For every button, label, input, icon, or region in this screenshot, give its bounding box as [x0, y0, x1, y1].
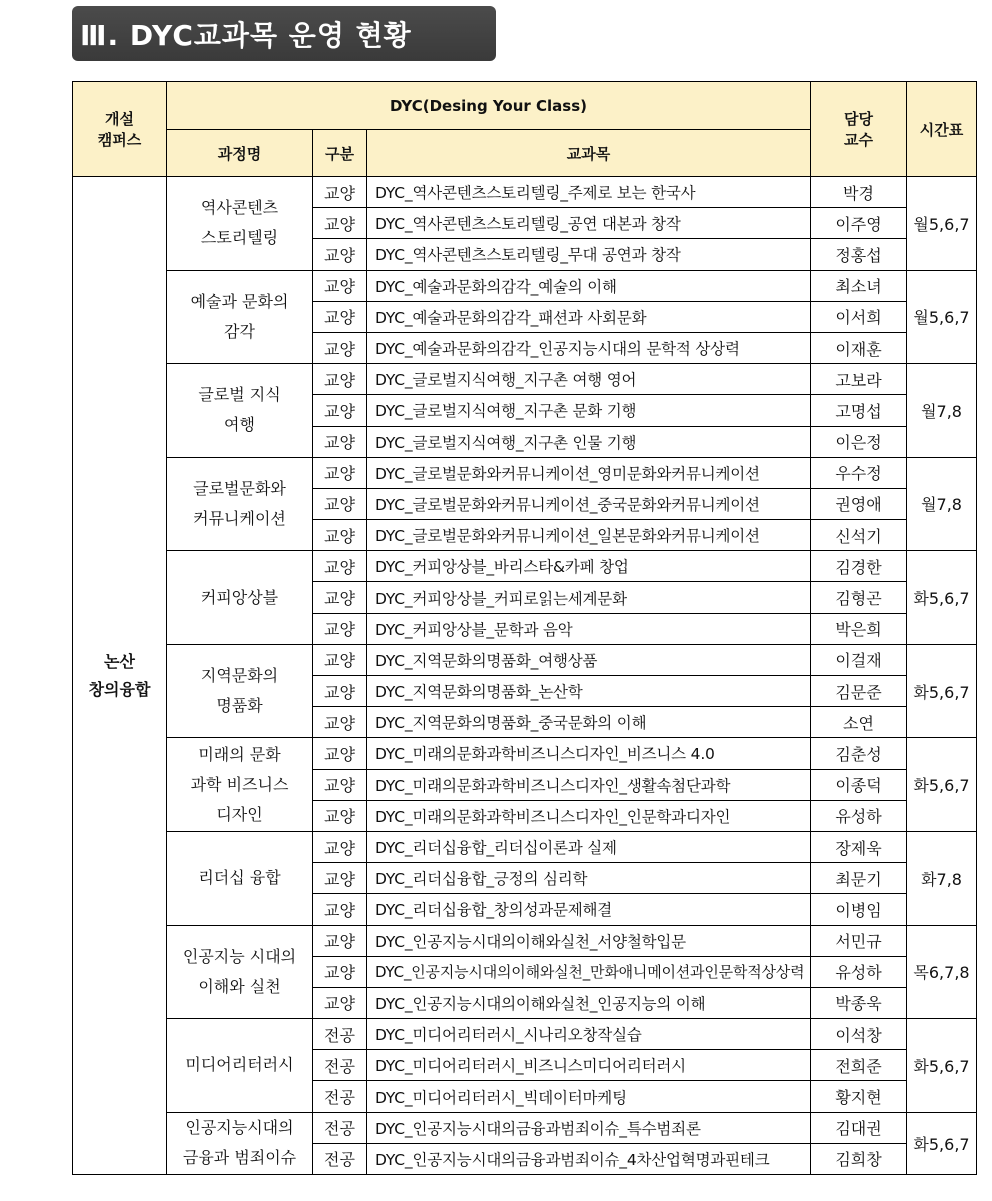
type-cell: 교양 — [313, 831, 367, 862]
professor-cell: 우수정 — [811, 457, 907, 488]
subject-cell: DYC_역사콘텐츠스토리텔링_무대 공연과 창작 — [367, 239, 811, 270]
type-cell: 교양 — [313, 332, 367, 363]
timetable-cell: 화5,6,7 — [907, 644, 977, 738]
subject-cell: DYC_인공지능시대의이해와실천_서양철학입문 — [367, 925, 811, 956]
table-body — [73, 177, 977, 1175]
professor-cell: 김대권 — [811, 1112, 907, 1143]
subject-cell: DYC_리더십융합_긍정의 심리학 — [367, 863, 811, 894]
subject-cell: DYC_커피앙상블_커피로읽는세계문화 — [367, 582, 811, 613]
table-row — [73, 177, 977, 208]
type-cell: 교양 — [313, 707, 367, 738]
professor-cell: 서민규 — [811, 925, 907, 956]
table-row — [73, 1019, 977, 1050]
timetable-cell: 화5,6,7 — [907, 1019, 977, 1113]
table-row — [73, 270, 977, 301]
course-name-line: 역사콘텐츠 — [200, 198, 279, 218]
timetable-cell: 월5,6,7 — [907, 270, 977, 364]
professor-cell: 이주영 — [811, 208, 907, 239]
course-name-line: 인공지능시대의 — [185, 1118, 294, 1138]
professor-cell: 이종덕 — [811, 769, 907, 800]
professor-cell: 고명섭 — [811, 395, 907, 426]
professor-cell: 이병임 — [811, 894, 907, 925]
professor-cell: 최문기 — [811, 863, 907, 894]
subject-cell: DYC_글로벌문화와커뮤니케이션_중국문화와커뮤니케이션 — [367, 488, 811, 519]
course-name-line: 리더십 융합 — [198, 868, 281, 888]
professor-cell: 고보라 — [811, 364, 907, 395]
subject-cell: DYC_리더십융합_리더십이론과 실제 — [367, 831, 811, 862]
professor-cell: 김문준 — [811, 676, 907, 707]
subject-cell: DYC_글로벌지식여행_지구촌 여행 영어 — [367, 364, 811, 395]
subject-cell: DYC_미디어리터러시_비즈니스미디어리터러시 — [367, 1050, 811, 1081]
subject-cell: DYC_미디어리터러시_시나리오창작실습 — [367, 1019, 811, 1050]
subject-cell: DYC_글로벌문화와커뮤니케이션_일본문화와커뮤니케이션 — [367, 520, 811, 551]
campus-name-line: 논산 — [104, 651, 135, 671]
type-cell: 교양 — [313, 270, 367, 301]
type-cell: 교양 — [313, 676, 367, 707]
course-name-cell — [167, 1019, 313, 1113]
professor-cell: 유성하 — [811, 800, 907, 831]
table-row — [73, 457, 977, 488]
professor-cell: 권영애 — [811, 488, 907, 519]
course-name-cell — [167, 644, 313, 738]
type-cell: 교양 — [313, 551, 367, 582]
table-row — [73, 644, 977, 675]
professor-cell: 김형곤 — [811, 582, 907, 613]
course-name-cell — [167, 270, 313, 364]
subject-cell: DYC_인공지능시대의이해와실천_인공지능의 이해 — [367, 987, 811, 1018]
course-name-line: 미래의 문화 — [198, 744, 281, 764]
course-name-line: 지역문화의 — [200, 666, 279, 686]
header-subject: 교과목 — [367, 130, 811, 177]
subject-cell: DYC_인공지능시대의금융과범죄이슈_특수범죄론 — [367, 1112, 811, 1143]
course-name-cell — [167, 925, 313, 1019]
type-cell: 교양 — [313, 894, 367, 925]
course-name-line: 스토리텔링 — [200, 228, 279, 248]
professor-cell: 김춘성 — [811, 738, 907, 769]
professor-cell: 정홍섭 — [811, 239, 907, 270]
subject-cell: DYC_인공지능시대의이해와실천_만화애니메이션과인문학적상상력 — [367, 956, 811, 987]
timetable-cell: 목6,7,8 — [907, 925, 977, 1019]
table-row — [73, 364, 977, 395]
type-cell: 교양 — [313, 582, 367, 613]
course-name-line: 과학 비즈니스 — [190, 774, 289, 794]
type-cell: 교양 — [313, 239, 367, 270]
professor-cell: 이서희 — [811, 301, 907, 332]
section-title-banner — [72, 6, 496, 61]
subject-cell: DYC_미래의문화과학비즈니스디자인_인문학과디자인 — [367, 800, 811, 831]
subject-cell: DYC_리더십융합_창의성과문제해결 — [367, 894, 811, 925]
subject-cell: DYC_역사콘텐츠스토리텔링_주제로 보는 한국사 — [367, 177, 811, 208]
timetable-cell: 화5,6,7 — [907, 551, 977, 645]
type-cell: 교양 — [313, 520, 367, 551]
professor-cell: 황지현 — [811, 1081, 907, 1112]
professor-cell: 장제욱 — [811, 831, 907, 862]
subject-cell: DYC_지역문화의명품화_중국문화의 이해 — [367, 707, 811, 738]
type-cell: 교양 — [313, 925, 367, 956]
course-name-cell — [167, 457, 313, 551]
type-cell: 교양 — [313, 956, 367, 987]
timetable-cell: 월7,8 — [907, 457, 977, 551]
page-title: Ⅲ. DYC교과목 운영 현황 — [80, 19, 412, 52]
professor-cell: 김희창 — [811, 1143, 907, 1174]
professor-cell: 소연 — [811, 707, 907, 738]
course-name-line: 글로벌 지식 — [198, 385, 281, 405]
course-name-cell — [167, 177, 313, 271]
campus-cell — [73, 177, 167, 1175]
subject-cell: DYC_커피앙상블_문학과 음악 — [367, 613, 811, 644]
course-name-line: 금융과 범죄이슈 — [182, 1148, 297, 1168]
header-type: 구분 — [313, 130, 367, 177]
type-cell: 교양 — [313, 395, 367, 426]
subject-cell: DYC_역사콘텐츠스토리텔링_공연 대본과 창작 — [367, 208, 811, 239]
professor-cell: 박종욱 — [811, 987, 907, 1018]
course-name-line: 글로벌문화와 — [193, 478, 286, 498]
subject-cell: DYC_글로벌지식여행_지구촌 인물 기행 — [367, 426, 811, 457]
type-cell: 교양 — [313, 426, 367, 457]
type-cell: 교양 — [313, 863, 367, 894]
timetable-cell: 화5,6,7 — [907, 1112, 977, 1174]
type-cell: 교양 — [313, 488, 367, 519]
subject-cell: DYC_예술과문화의감각_패션과 사회문화 — [367, 301, 811, 332]
course-name-cell — [167, 1112, 313, 1174]
type-cell: 교양 — [313, 738, 367, 769]
header-professor: 담당 교수 — [811, 82, 907, 177]
course-name-line: 명품화 — [216, 696, 263, 716]
professor-cell: 박은희 — [811, 613, 907, 644]
course-name-line: 디자인 — [216, 804, 263, 824]
subject-cell: DYC_지역문화의명품화_논산학 — [367, 676, 811, 707]
course-name-line: 커뮤니케이션 — [193, 508, 286, 528]
professor-cell: 최소녀 — [811, 270, 907, 301]
type-cell: 교양 — [313, 364, 367, 395]
type-cell: 교양 — [313, 208, 367, 239]
table-row — [73, 831, 977, 862]
header-timetable: 시간표 — [907, 82, 977, 177]
course-name-line: 예술과 문화의 — [190, 291, 289, 311]
timetable-cell: 월5,6,7 — [907, 177, 977, 271]
professor-cell: 김경한 — [811, 551, 907, 582]
type-cell: 전공 — [313, 1050, 367, 1081]
type-cell: 교양 — [313, 457, 367, 488]
course-name-line: 감각 — [224, 321, 255, 341]
professor-cell: 유성하 — [811, 956, 907, 987]
subject-cell: DYC_지역문화의명품화_여행상품 — [367, 644, 811, 675]
header-dyc-group: DYC(Desing Your Class) — [167, 82, 811, 130]
professor-cell: 이석창 — [811, 1019, 907, 1050]
timetable-cell: 화5,6,7 — [907, 738, 977, 832]
subject-cell: DYC_글로벌문화와커뮤니케이션_영미문화와커뮤니케이션 — [367, 457, 811, 488]
course-name-cell — [167, 551, 313, 645]
subject-cell: DYC_커피앙상블_바리스타&카페 창업 — [367, 551, 811, 582]
type-cell: 교양 — [313, 800, 367, 831]
subject-cell: DYC_예술과문화의감각_인공지능시대의 문학적 상상력 — [367, 332, 811, 363]
timetable-cell: 월7,8 — [907, 364, 977, 458]
subject-cell: DYC_예술과문화의감각_예술의 이해 — [367, 270, 811, 301]
professor-cell: 이걸재 — [811, 644, 907, 675]
course-name-cell — [167, 831, 313, 925]
header-course: 과정명 — [167, 130, 313, 177]
campus-name-line: 창의융합 — [88, 679, 151, 699]
subject-cell: DYC_글로벌지식여행_지구촌 문화 기행 — [367, 395, 811, 426]
professor-cell: 이은정 — [811, 426, 907, 457]
type-cell: 교양 — [313, 613, 367, 644]
subject-cell: DYC_미래의문화과학비즈니스디자인_비즈니스 4.0 — [367, 738, 811, 769]
professor-cell: 신석기 — [811, 520, 907, 551]
course-name-line: 커피앙상블 — [200, 587, 279, 607]
type-cell: 전공 — [313, 1112, 367, 1143]
professor-cell: 박경 — [811, 177, 907, 208]
header-campus: 개설 캠퍼스 — [73, 82, 167, 177]
type-cell: 교양 — [313, 644, 367, 675]
type-cell: 전공 — [313, 1143, 367, 1174]
type-cell: 교양 — [313, 769, 367, 800]
course-table — [72, 81, 977, 1175]
type-cell: 전공 — [313, 1081, 367, 1112]
subject-cell: DYC_인공지능시대의금융과범죄이슈_4차산업혁명과핀테크 — [367, 1143, 811, 1174]
subject-cell: DYC_미래의문화과학비즈니스디자인_생활속첨단과학 — [367, 769, 811, 800]
course-name-cell — [167, 738, 313, 832]
course-name-line: 이해와 실천 — [198, 976, 281, 996]
course-name-cell — [167, 364, 313, 458]
professor-cell: 전희준 — [811, 1050, 907, 1081]
timetable-cell: 화7,8 — [907, 831, 977, 925]
table-row — [73, 1112, 977, 1143]
course-name-line: 미디어리터러시 — [185, 1055, 294, 1075]
subject-cell: DYC_미디어리터러시_빅데이터마케팅 — [367, 1081, 811, 1112]
course-name-line: 여행 — [224, 415, 255, 435]
table-row — [73, 925, 977, 956]
table-row — [73, 551, 977, 582]
type-cell: 교양 — [313, 301, 367, 332]
professor-cell: 이재훈 — [811, 332, 907, 363]
type-cell: 교양 — [313, 987, 367, 1018]
table-row — [73, 738, 977, 769]
type-cell: 전공 — [313, 1019, 367, 1050]
course-name-line: 인공지능 시대의 — [182, 946, 297, 966]
type-cell: 교양 — [313, 177, 367, 208]
